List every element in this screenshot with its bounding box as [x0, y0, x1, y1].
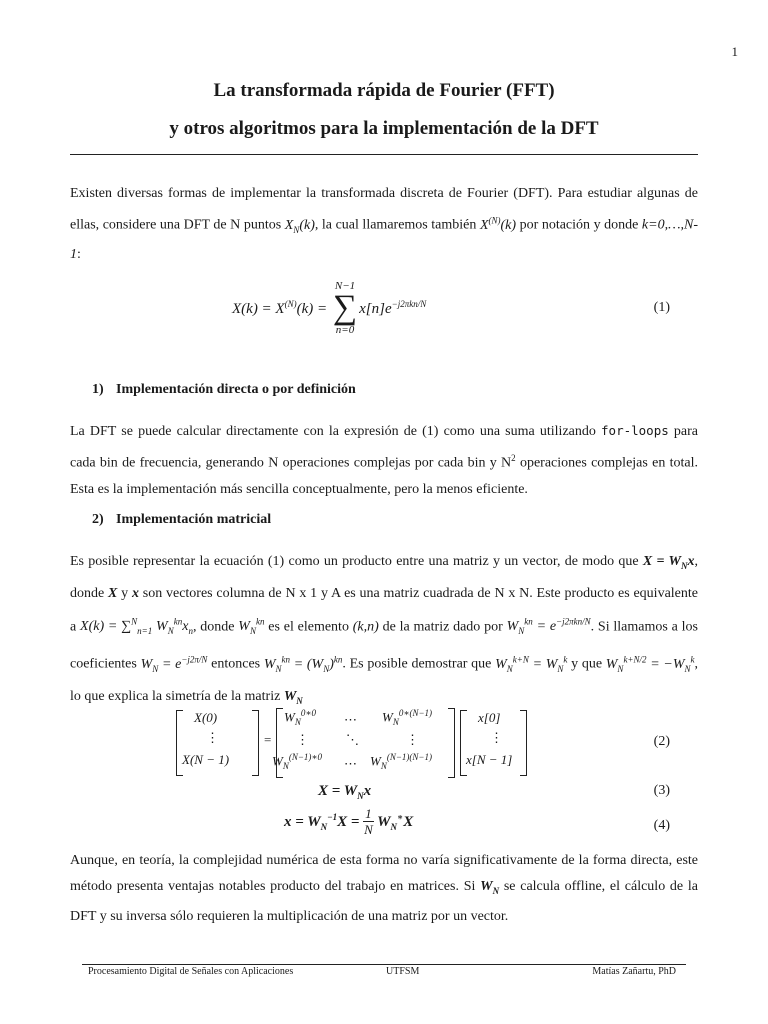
kn-index: (k,n): [352, 619, 379, 635]
s2-text-d: son vectores columna de N x 1 y A es una matriz cuadrada de N x N. Este producto es equivalente a: [70, 585, 698, 635]
s1-text-a: La DFT se puede calcular directamente con la expresión de (1) como una suma utilizando: [70, 424, 602, 439]
closing-text-a: Aunque, en teoría, la complejidad numérica de esta forma no varía significativamente de la forma directa, este método presenta ventajas notables producto del trabajo en matrices. Si: [70, 853, 698, 894]
s2-text-c: y: [117, 585, 132, 601]
equation-2-number: (2): [653, 734, 670, 749]
s2-text-b: , donde: [70, 554, 698, 601]
bold-WN-closing: $W_N$: [480, 879, 500, 896]
for-loops-code: for-loops: [601, 423, 669, 438]
s2-text-j: . Es posible demostrar que: [342, 656, 496, 672]
X-eq-WNx: $X = W_Nx$: [642, 554, 695, 571]
equation-1-number: (1): [653, 300, 670, 315]
section-1-heading: [92, 382, 356, 398]
WNkn-power-math: $W_N^{kn} = (W_N)^{kn}$: [263, 654, 343, 674]
intro-paragraph: [70, 181, 698, 268]
page-number: 1: [731, 44, 738, 59]
bold-X: X: [108, 585, 118, 601]
intro-range: k=0,…,N-1: [70, 217, 699, 263]
symmetry-math: $W_N^{k+N/2} = -W_N^k$: [605, 654, 695, 674]
equation-2-matrix: X(0) ⋮ X(N − 1) = $W_N^{0∗0}$ ⋯ $W_N^{0∗(N-1)}$ ⋮ ⋱ ⋮ $W_N^{(N-1)∗0}$ ⋯ $W_N^{(N-1)(N-1)}$ x[0] ⋮ x[N − 1]: [172, 708, 542, 776]
s2-text-e: , donde: [192, 619, 239, 635]
intro-text-b: , la cual llamaremos también: [314, 217, 480, 233]
section-2-number: 2): [92, 512, 104, 527]
s2-text-g: de la matriz dado por: [378, 619, 507, 635]
s2-text-i: entonces: [207, 656, 264, 672]
closing-text-b: se calcula offline, el cálculo de la DFT y su inversa sólo requieren la multiplicación de una matriz por un vector.: [70, 879, 698, 924]
s1-text-b: para cada bin de frecuencia, generando N operaciones complejas por cada bin y N: [70, 424, 699, 471]
section-1-title: Implementación directa o por definición: [116, 382, 356, 397]
title-line-1: La transformada rápida de Fourier (FFT): [213, 80, 555, 101]
s2-text-k: y que: [567, 656, 606, 672]
s1-sup: 2: [511, 453, 516, 463]
intro-text-a: Existen diversas formas de implementar la transformada discreta de Fourier (DFT). Para estudiar algunas de ellas, considere una DFT de N puntos: [70, 186, 698, 233]
title-rule: [70, 154, 698, 155]
WNkn-def-math: $W_N^{kn} = e^{-j2\pi kn/N}$: [506, 616, 591, 637]
intro-text-d: :: [77, 247, 81, 263]
section-2-title: Implementación matricial: [116, 512, 272, 527]
footer-right: Matías Zañartu, PhD: [592, 966, 676, 977]
s2-text-f: es el elemento: [264, 619, 353, 635]
equation-3: $X = W_Nx$: [318, 783, 372, 801]
equation-3-number: (3): [653, 783, 670, 798]
footer-rule: [82, 964, 686, 965]
s2-text-h: . Si llamamos a los coeficientes: [70, 619, 698, 672]
periodicity-math: $W_N^{k+N} = W_N^k$: [495, 654, 568, 674]
section-1-number: 1): [92, 382, 104, 397]
intro-text-c: por notación y donde: [516, 217, 642, 233]
WNkn-math: $W_N^{kn}$: [238, 616, 265, 637]
footer-left: Procesamiento Digital de Señales con Aplicaciones: [88, 966, 294, 977]
equation-4-number: (4): [653, 818, 670, 833]
bold-x: x: [131, 585, 139, 601]
bold-WN: $W_N$: [283, 688, 303, 706]
footer-center: UTFSM: [386, 966, 420, 977]
xN-k-math: $X^{(N)}(k)$: [479, 215, 517, 233]
xn-k-math: $X_N(k)$: [284, 217, 315, 235]
title-line-2: y otros algoritmos para la implementación de la DFT: [169, 118, 599, 139]
s2-text-a: Es posible representar la ecuación (1) como un producto entre una matriz y un vector, de modo que: [70, 554, 643, 569]
closing-paragraph: [70, 848, 698, 930]
section-2-heading: [92, 512, 271, 528]
s2-text-l: , lo que explica la simetría de la matriz: [70, 656, 699, 704]
WN-def-math: $W_N = e^{-j2\pi/N}$: [140, 654, 208, 674]
section-2-paragraph: [70, 548, 698, 715]
section-1-paragraph: [70, 418, 698, 503]
equation-1: $X(k) = X^{(N)}(k) = N-1$ ∑ $n=0x[n]e^{-j2\pi kn/N}$: [232, 280, 427, 336]
equation-4: $x = W_N^{-1}X$ = $\frac{1}{N}$ $W_N^∗X$: [284, 806, 414, 837]
Xk-sum-math: X(k) = ∑$^N_{n=1}$ $W_N^{kn}x_n$: [80, 616, 193, 637]
s1-text-c: operaciones complejas en total. Esta es la implementación más sencilla conceptualmente, pero la menos eficiente.: [70, 455, 698, 497]
